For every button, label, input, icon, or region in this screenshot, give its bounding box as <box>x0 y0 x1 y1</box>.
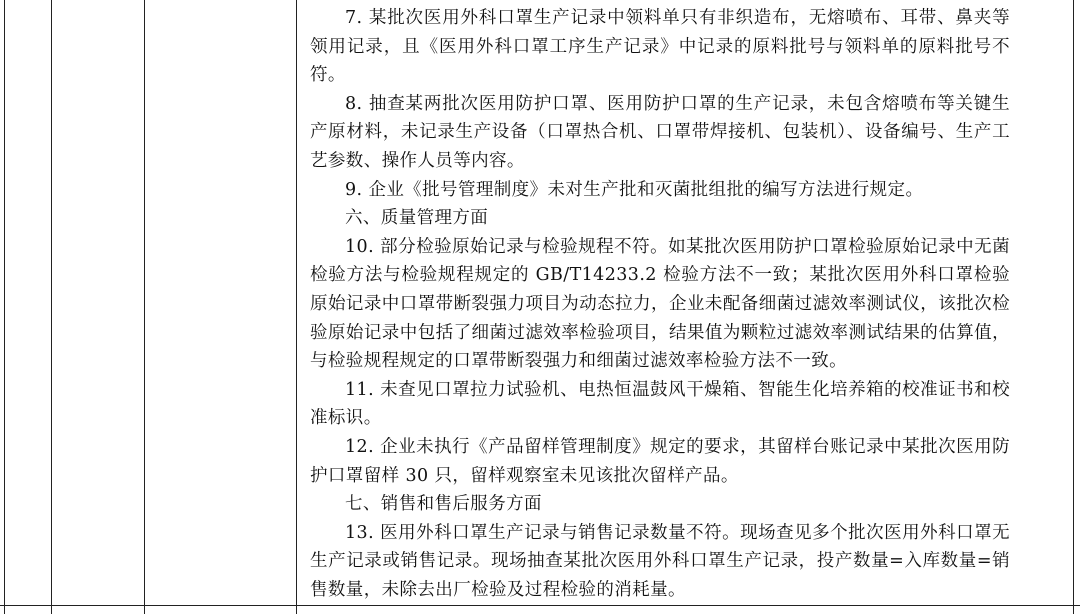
paragraph-item-12: 12. 企业未执行《产品留样管理制度》规定的要求，其留样台账记录中某批次医用防护口罩留样 30 只，留样观察室未见该批次留样产品。 <box>310 436 1010 486</box>
paragraph-item-8: 8. 抽查某两批次医用防护口罩、医用防护口罩的生产记录，未包含熔喷布等关键生产原材料，未记录生产设备（口罩热合机、口罩带焊接机、包装机）、设备编号、生产工艺参数、操作人员等内容。 <box>310 93 1010 171</box>
paragraph-item-11: 11. 未查见口罩拉力试验机、电热恒温鼓风干燥箱、智能生化培养箱的校准证书和校准标识。 <box>310 379 1010 429</box>
paragraph-item-10: 10. 部分检验原始记录与检验规程不符。如某批次医用防护口罩检验原始记录中无菌检验方法与检验规程规定的 GB/T14233.2 检验方法不一致；某批次医用外科口罩检验原始记录中口罩带断裂强力项目为动态拉力，企业未配备细菌过滤效率测试仪，该批次检验原始记录中包括了细菌过滤效率检验项目，结果值为颗粒过滤效率测试结果的估算值，与检验规程规定的口罩带断裂强力和细菌过滤效率检验方法不一致。 <box>310 236 1010 372</box>
table-cell-empty <box>145 0 296 606</box>
table-cell-empty <box>5 0 51 606</box>
section-heading-sales: 七、销售和售后服务方面 <box>345 494 542 515</box>
section-heading-quality: 六、质量管理方面 <box>345 208 489 229</box>
paragraph-item-9: 9. 企业《批号管理制度》未对生产批和灭菌批组批的编写方法进行规定。 <box>345 179 924 200</box>
table-column-divider <box>296 0 297 614</box>
paragraph-item-7: 7. 某批次医用外科口罩生产记录中领料单只有非织造布，无熔喷布、耳带、鼻夹等领用记录，且《医用外科口罩工序生产记录》中记录的原料批号与领料单的原料批号不符。 <box>310 8 1010 86</box>
table-cell-content <box>310 4 1010 604</box>
table-cell-empty <box>52 0 144 606</box>
paragraph-item-13: 13. 医用外科口罩生产记录与销售记录数量不符。现场查见多个批次医用外科口罩无生产记录或销售记录。现场抽查某批次医用外科口罩生产记录，投产数量=入库数量=销售数量，未除去出厂检验及过程检验的消耗量。 <box>310 522 1010 600</box>
table-border-right <box>1073 0 1074 614</box>
